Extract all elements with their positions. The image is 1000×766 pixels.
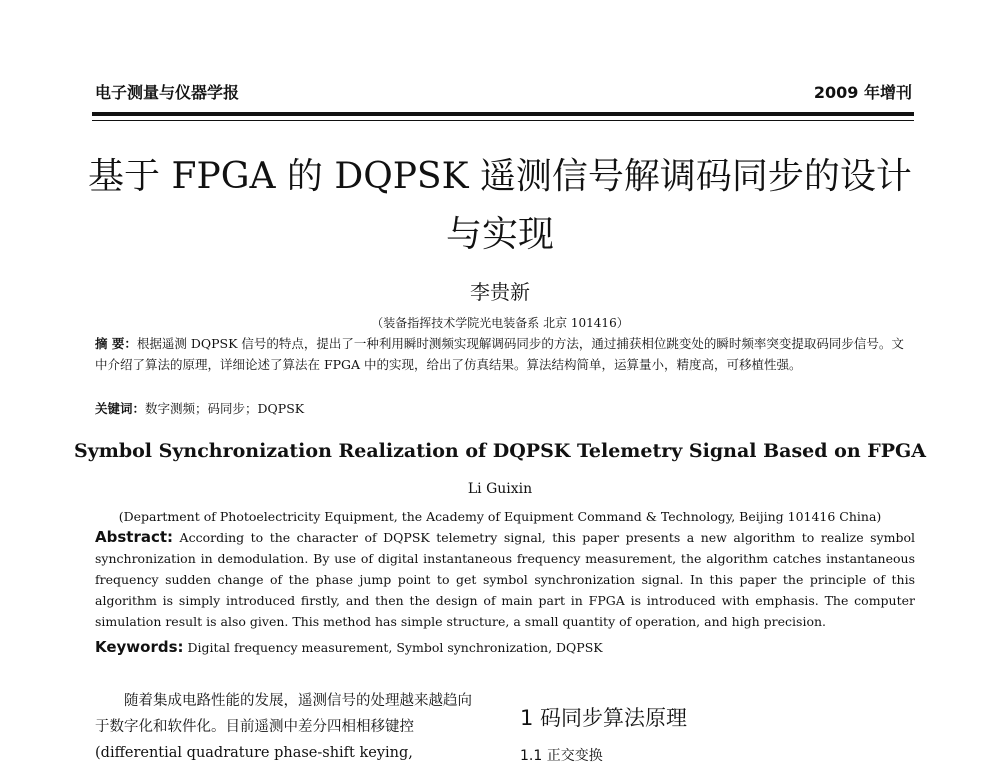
affiliation-english: (Department of Photoelectricity Equipment, the Academy of Equipment Command & Technology, Beijing 101416 China) [118,509,882,524]
abstract-text-cn: 根据遥测 DQPSK 信号的特点，提出了一种利用瞬时测频实现解调码同步的方法，通过捕获相位跳变处的瞬时频率突变提取码同步信号。文中介绍了算法的原理，详细论述了算法在 FPGA 中的实现，给出了仿真结果。算法结构简单，运算量小，精度高，可移植性强。 [95,336,904,372]
abstract-text-en: According to the character of DQPSK telemetry signal, this paper presents a new algorithm to realize symbol synchronization in demodulation. By use of digital instantaneous frequency measurement, the algorithm catches instantaneous frequency sudden change of the phase jump point to get symbol synchronization signal. In this paper the principle of this algorithm is simply introduced firstly, and then the design of main part in FPGA is introduced with emphasis. The computer simulation result is also given. This method has simple structure, a small quantity of operation, and high precision. [95,530,915,629]
paper-title-line2: 与实现 [445,214,554,255]
abstract-label-cn: 摘 要： [95,336,137,351]
subsection-heading-1-1: 1.1 正交变换 [520,748,603,764]
keywords-label-cn: 关键词： [95,401,146,416]
journal-name: 电子测量与仪器学报 [95,83,240,102]
keywords-text-cn: 数字测频；码同步；DQPSK [145,401,305,416]
paper-title-english: Symbol Synchronization Realization of DQPSK Telemetry Signal Based on FPGA [73,440,927,462]
issue-label: 2009 年增刊 [813,83,912,102]
section-heading-1: 1 码同步算法原理 [520,706,688,730]
keywords-text-en: Digital frequency measurement, Symbol synchronization, DQPSK [187,640,603,655]
body-intro-paragraph: 随着集成电路性能的发展，遥测信号的处理越来越趋向于数字化和软件化。目前遥测中差分四相相移键控(differential quadrature phase-shift keying, [95,693,472,761]
keywords-chinese [95,398,915,419]
author-chinese: 李贵新 [470,280,530,304]
abstract-chinese [95,333,915,375]
abstract-english [95,527,915,632]
header-rule-thin [92,120,914,121]
keywords-english [95,637,915,658]
keywords-label-en: Keywords: [95,638,184,656]
author-english: Li Guixin [467,481,533,497]
paper-title-line1: 基于 FPGA 的 DQPSK 遥测信号解调码同步的设计 [88,156,912,197]
affiliation-chinese: （装备指挥技术学院光电装备系 北京 101416） [371,316,629,330]
header-rule-thick [92,112,914,116]
abstract-label-en: Abstract: [95,528,174,546]
